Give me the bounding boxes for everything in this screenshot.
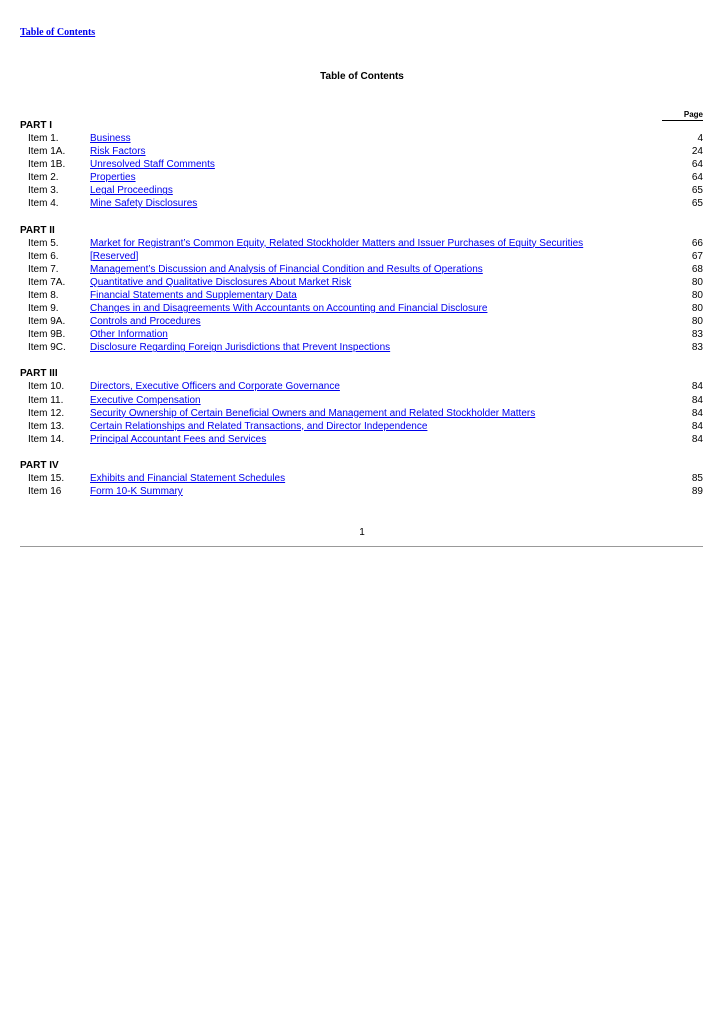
item-title-link[interactable]: Security Ownership of Certain Beneficial Owners and Management and Related Stockholder Matters [90, 407, 536, 419]
toc-row [20, 302, 703, 315]
item-page-number: 84 [691, 394, 703, 406]
item-number: Item 13. [28, 420, 65, 432]
toc-row [20, 237, 703, 250]
item-number: Item 9A. [28, 316, 66, 328]
item-title-link[interactable]: Quantitative and Qualitative Disclosures About Market Risk [90, 276, 352, 288]
toc-part [20, 459, 703, 498]
item-title-link[interactable]: Financial Statements and Supplementary Data [90, 289, 297, 301]
item-page-number: 84 [691, 407, 703, 419]
item-page-number: 80 [691, 316, 703, 328]
toc-row [20, 328, 703, 341]
toc-row [20, 132, 703, 145]
item-title-link[interactable]: Certain Relationships and Related Transactions, and Director Independence [90, 420, 428, 432]
table-of-contents-top-link[interactable]: Table of Contents [20, 27, 96, 38]
item-number: Item 11. [28, 394, 64, 406]
item-title-link[interactable]: Changes in and Disagreements With Accountants on Accounting and Financial Disclosure [90, 303, 488, 315]
item-number: Item 1. [28, 133, 59, 144]
toc-row [20, 197, 703, 210]
item-title-link[interactable]: Unresolved Staff Comments [90, 159, 215, 171]
toc-row [20, 380, 703, 393]
page-divider [20, 546, 703, 547]
item-title-link[interactable]: Executive Compensation [90, 394, 201, 406]
item-page-number: 89 [691, 485, 703, 497]
item-page-number: 80 [691, 303, 703, 315]
item-title-link[interactable]: [Reserved] [90, 250, 139, 262]
item-number: Item 4. [28, 198, 59, 210]
item-page-number: 65 [691, 185, 703, 197]
toc-row [20, 145, 703, 158]
item-title-link[interactable]: Properties [90, 172, 136, 184]
item-number: Item 1B. [28, 159, 66, 171]
toc-row [20, 263, 703, 276]
item-number: Item 10. [28, 381, 65, 393]
item-title-link[interactable]: Market for Registrant’s Common Equity, Related Stockholder Matters and Issuer Purchases of Equity Securities [90, 237, 584, 249]
item-page-number: 64 [691, 172, 703, 184]
toc-row [20, 171, 703, 184]
item-number: Item 16 [28, 485, 62, 497]
toc-row [20, 433, 703, 446]
item-page-number: 68 [691, 263, 703, 275]
toc-part [20, 119, 703, 211]
item-page-number: 80 [691, 276, 703, 288]
item-number: Item 6. [28, 250, 59, 262]
item-title-link[interactable]: Business [90, 133, 131, 144]
part-label: PART II [20, 224, 55, 236]
item-number: Item 9B. [28, 329, 66, 341]
toc-row [20, 184, 703, 197]
toc-row [20, 315, 703, 328]
toc-row [20, 394, 703, 407]
item-number: Item 3. [28, 185, 59, 197]
table-of-contents [20, 119, 703, 511]
item-title-link[interactable]: Directors, Executive Officers and Corporate Governance [90, 381, 340, 393]
toc-part [20, 367, 703, 445]
page-number: 1 [359, 527, 365, 538]
item-title-link[interactable]: Principal Accountant Fees and Services [90, 433, 267, 445]
item-number: Item 7A. [28, 276, 66, 288]
item-title-link[interactable]: Mine Safety Disclosures [90, 198, 198, 210]
toc-row [20, 250, 703, 263]
item-title-link[interactable]: Exhibits and Financial Statement Schedules [90, 472, 286, 484]
item-number: Item 7. [28, 263, 59, 275]
item-page-number: 65 [691, 198, 703, 210]
toc-row [20, 472, 703, 485]
item-number: Item 9C. [28, 342, 66, 354]
part-label: PART IV [20, 459, 59, 471]
item-number: Item 2. [28, 172, 59, 184]
item-number: Item 9. [28, 303, 59, 315]
item-page-number: 66 [691, 237, 703, 249]
page-column-header: Page [662, 110, 703, 121]
item-page-number: 24 [691, 146, 703, 158]
part-label: PART III [20, 368, 58, 380]
toc-row [20, 420, 703, 433]
item-page-number: 64 [691, 159, 703, 171]
toc-row [20, 485, 703, 498]
item-page-number: 67 [691, 250, 703, 262]
toc-row [20, 289, 703, 302]
item-number: Item 1A. [28, 146, 66, 158]
item-title-link[interactable]: Other Information [90, 329, 168, 341]
toc-row [20, 407, 703, 420]
item-title-link[interactable]: Form 10-K Summary [90, 485, 183, 497]
document-title: Table of Contents [320, 71, 404, 82]
item-title-link[interactable]: Management’s Discussion and Analysis of Financial Condition and Results of Operations [90, 263, 483, 275]
toc-row [20, 276, 703, 289]
item-number: Item 8. [28, 289, 59, 301]
part-label: PART I [20, 120, 53, 131]
item-page-number: 84 [691, 420, 703, 432]
toc-part [20, 224, 703, 355]
item-number: Item 15. [28, 472, 65, 484]
item-title-link[interactable]: Disclosure Regarding Foreign Jurisdictions that Prevent Inspections [90, 342, 391, 354]
item-title-link[interactable]: Legal Proceedings [90, 185, 173, 197]
item-page-number: 83 [691, 329, 703, 341]
item-page-number: 84 [691, 433, 703, 445]
item-number: Item 5. [28, 237, 59, 249]
item-page-number: 83 [691, 342, 703, 354]
item-number: Item 12. [28, 407, 65, 419]
item-page-number: 85 [691, 472, 703, 484]
item-page-number: 80 [691, 289, 703, 301]
toc-row [20, 341, 703, 354]
item-page-number: 84 [691, 381, 703, 393]
item-title-link[interactable]: Controls and Procedures [90, 316, 201, 328]
item-page-number: 4 [697, 133, 703, 144]
toc-row [20, 158, 703, 171]
item-title-link[interactable]: Risk Factors [90, 146, 146, 158]
item-number: Item 14. [28, 433, 65, 445]
